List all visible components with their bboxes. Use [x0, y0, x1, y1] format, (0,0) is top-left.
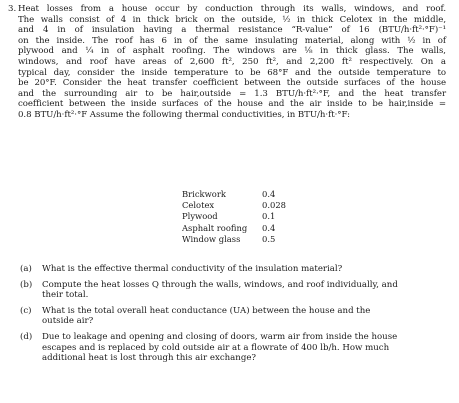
problem-number: 3. [8, 4, 17, 14]
statement-line: typical day, consider the inside temperature to be 68°F and the outside temperature to [18, 67, 446, 78]
table-row [182, 223, 302, 234]
material-name: Brickwork [182, 189, 226, 199]
material-conductivity: 0.5 [262, 233, 276, 244]
material-name: Asphalt roofing [182, 222, 248, 233]
part-label: (d) [20, 331, 33, 342]
statement-line: on the inside. The roof has 6 in of the same insulating material, along with ½ in of [18, 35, 446, 46]
part-text-line: Due to leakage and opening and closing of doors, warm air from inside the house [42, 331, 398, 342]
statement-line: The walls consist of 4 in thick brick on the outside, ½ in thick Celotex in the middle, [18, 14, 446, 25]
part-text-line: escapes and is replaced by cold outside air at a flowrate of 400 lb/h. How much [42, 342, 390, 353]
statement-line: plywood and ¼ in of asphalt roofing. The windows are ⅛ in thick glass. The walls, [18, 46, 446, 57]
part-text-line: Compute the heat losses Q through the walls, windows, and roof individually, and [42, 279, 398, 290]
statement-line: 0.8 BTU/h·ft²·°F Assume the following thermal conductivities, in BTU/h·ft·°F: [18, 109, 350, 120]
material-conductivity: 0.1 [262, 211, 276, 222]
table-row [182, 234, 302, 245]
problem-statement [18, 4, 446, 121]
part-text-line: additional heat is lost through this air exchange? [42, 353, 257, 364]
question-parts [20, 264, 438, 369]
material-name: Window glass [182, 233, 241, 244]
question-part-b [20, 280, 438, 301]
question-part-c [20, 306, 438, 327]
conductivity-table [182, 189, 302, 245]
table-row [182, 211, 302, 222]
material-name: Celotex [182, 200, 215, 211]
material-conductivity: 0.4 [262, 189, 276, 199]
part-label: (b) [20, 279, 33, 290]
material-conductivity: 0.4 [262, 222, 276, 233]
statement-line: coefficient between the inside surfaces of the house and the air inside to be hair,inside = [18, 99, 446, 110]
table-row [182, 189, 302, 200]
table-row [182, 200, 302, 211]
part-text-line: their total. [42, 290, 89, 301]
statement-line: and 4 in of insulation having a thermal resistance “R-value” of 16 (BTU/h·ft²·°F)⁻¹ [18, 25, 446, 36]
part-text-line: What is the effective thermal conductivity of the insulation material? [42, 264, 343, 274]
statement-line: and the surrounding air to be hair,outside = 1.3 BTU/h·ft²·°F, and the heat transfer [18, 88, 446, 99]
question-part-a [20, 264, 438, 275]
material-conductivity: 0.028 [262, 200, 286, 211]
part-label: (c) [20, 305, 32, 316]
question-part-d [20, 332, 438, 364]
part-label: (a) [20, 264, 32, 274]
statement-line: windows, and roof have areas of 2,600 ft², 250 ft², and 2,200 ft² respectively. On a [18, 56, 446, 67]
material-name: Plywood [182, 211, 218, 222]
statement-line: Heat losses from a house occur by conduction through its walls, windows, and roof. [18, 4, 446, 14]
part-text-line: outside air? [42, 316, 94, 327]
part-text-line: What is the total overall heat conductance (UA) between the house and the [42, 305, 371, 316]
statement-line: be 20°F. Consider the heat transfer coefficient between the outside surfaces of the house [18, 78, 446, 89]
